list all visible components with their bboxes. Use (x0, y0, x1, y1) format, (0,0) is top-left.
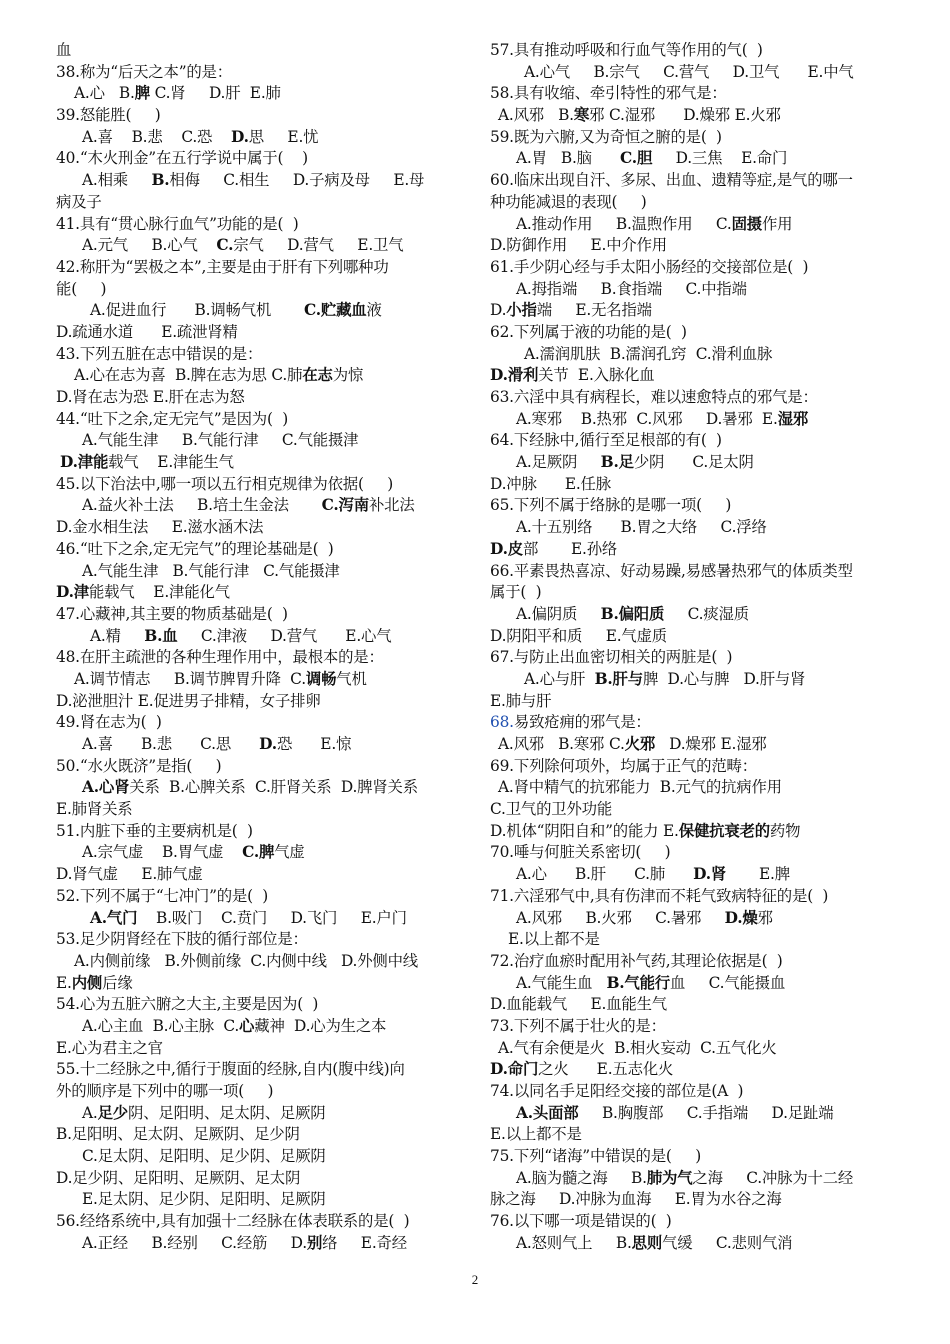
text-segment: A.足厥阴 (516, 453, 601, 472)
text-line (490, 495, 902, 517)
text-segment: D.三焦 E.命门 (652, 149, 788, 168)
text-segment: A.风邪 B.火邪 C.暑邪 (516, 908, 725, 927)
text-segment: 邪 (757, 908, 773, 927)
answer-highlight: B.气能行 (606, 973, 670, 992)
text-line (490, 951, 902, 973)
text-segment: 部 E.孙络 (522, 539, 618, 558)
text-segment: 60.临床出现自汗、多尿、出血、遗精等症,是气的哪一 (490, 171, 853, 190)
answer-highlight: 脾 (134, 84, 150, 103)
text-segment: 血 (56, 41, 72, 59)
text-segment: D.足少阴、足阳明、足厥阴、足太阴 (56, 1168, 301, 1187)
text-segment: A.气有余便是火 B.相火妄动 C.五气化火 (498, 1038, 777, 1057)
text-segment: A.调节情志 B.调节脾胃升降 C. (74, 669, 306, 688)
text-segment: 40.“木火刑金”在五行学说中属于( ) (56, 149, 308, 168)
text-line (490, 1038, 902, 1060)
left-column (56, 40, 468, 1255)
text-segment: A.精 (90, 626, 145, 645)
text-segment: D.机体“阴阳自和”的能力 E. (490, 821, 679, 840)
text-segment: A.濡润肌肤 B.濡润孔窍 C.滑利血脉 (524, 344, 773, 363)
text-line (490, 604, 902, 626)
text-segment: 48.在肝主疏泄的各种生理作用中，最根本的是： (56, 648, 384, 667)
text-line (56, 951, 468, 973)
text-segment: 50.“水火既济”是指( ) (56, 756, 222, 775)
answer-highlight: 湿邪 (777, 409, 809, 428)
text-line (490, 864, 902, 886)
text-segment: 作用 (761, 214, 793, 233)
answer-highlight: 寒 (573, 106, 590, 125)
text-segment: A.气能生血 (516, 973, 607, 992)
text-segment: 后缘 (102, 973, 133, 992)
text-line (490, 1124, 902, 1146)
text-line (490, 474, 902, 496)
text-line (56, 279, 468, 301)
text-line (490, 517, 902, 539)
answer-highlight: D. (259, 735, 277, 753)
text-segment: E.以上都不是 (508, 930, 600, 949)
text-segment: A.肾中精气的抗邪能力 B.元气的抗病作用 (498, 778, 782, 797)
text-segment: A.推动作用 B.温煦作用 C. (516, 214, 732, 233)
text-segment: E.足太阴、足少阴、足阳明、足厥阴 (82, 1190, 326, 1209)
text-line (490, 1211, 902, 1233)
text-segment: A.偏阴质 (516, 604, 601, 623)
text-segment: 49.肾在志为( ) (56, 713, 162, 732)
answer-highlight: A.心肾 (82, 778, 130, 797)
text-line (490, 1168, 902, 1190)
text-line (490, 1016, 902, 1038)
text-line (56, 192, 468, 214)
text-segment: 端 E.无名指端 (536, 301, 652, 320)
text-line (56, 409, 468, 431)
text-line (56, 148, 468, 170)
text-line (490, 127, 902, 149)
text-line (490, 170, 902, 192)
text-line (490, 908, 902, 930)
text-line (56, 756, 468, 778)
text-segment: A.风邪 B. (498, 106, 574, 125)
text-line (490, 257, 902, 279)
text-segment: 66.平素畏热喜凉、好动易躁,易感暑热邪气的体质类型 (490, 561, 853, 580)
text-segment: A.喜 B.悲 C.恐 (82, 127, 232, 146)
text-segment: 藏神 D.心为生之本 (254, 1016, 387, 1035)
text-line (490, 994, 902, 1016)
text-segment: 关系 B.心脾关系 C.肝肾关系 D.脾肾关系 (129, 778, 418, 797)
text-segment: A.促进血行 B.调畅气机 (90, 301, 304, 320)
text-segment: D. (490, 301, 507, 320)
text-segment: A.心主血 B.心主脉 C. (82, 1016, 240, 1035)
text-line (490, 539, 902, 561)
text-segment: 之火 E.五志化火 (538, 1060, 674, 1079)
answer-highlight: 内侧 (71, 973, 103, 992)
text-line (490, 561, 902, 583)
text-segment: 易致疮痈的邪气是： (513, 713, 651, 732)
text-line (490, 40, 902, 62)
text-segment: 52.下列不属于“七冲门”的是( ) (56, 886, 269, 905)
text-line (56, 105, 468, 127)
text-segment: A.内侧前缘 B.外侧前缘 C.内侧中线 D.外侧中线 (74, 951, 418, 970)
text-line (490, 712, 902, 734)
text-line (490, 214, 902, 236)
text-line (56, 430, 468, 452)
text-line (490, 235, 902, 257)
text-line (490, 452, 902, 474)
text-segment: 68. (490, 713, 514, 732)
text-segment: 43.下列五脏在志中错误的是： (56, 344, 263, 363)
text-line (56, 777, 468, 799)
answer-highlight: 小指 (506, 301, 537, 320)
text-line (56, 387, 468, 409)
text-segment: D.疏通水道 E.疏泄肾精 (56, 322, 238, 341)
answer-highlight: D.燥 (724, 908, 758, 927)
text-line (56, 1211, 468, 1233)
text-segment: 宗气 D.营气 E.卫气 (233, 236, 404, 255)
text-line (490, 626, 902, 648)
text-segment: D.冲脉 E.任脉 (490, 474, 611, 493)
text-segment: 58.具有收缩、牵引特性的邪气是： (490, 84, 727, 103)
answer-highlight: 别 (306, 1233, 323, 1252)
text-line (490, 821, 902, 843)
text-segment: A.寒邪 B.热邪 C.风邪 D.暑邪 E. (516, 409, 778, 428)
text-segment: E.以上都不是 (490, 1125, 582, 1144)
text-line (56, 582, 468, 604)
text-line (56, 214, 468, 236)
text-line (490, 279, 902, 301)
text-segment: 药物 (769, 821, 801, 840)
text-line (56, 799, 468, 821)
text-segment: 病及子 (56, 192, 102, 211)
text-segment: 44.“吐下之余,定无完气”是因为( ) (56, 409, 288, 428)
text-segment: 47.心藏神,其主要的物质基础是( ) (56, 604, 288, 623)
text-segment: B.胸腹部 C.手指端 D.足趾端 (578, 1103, 834, 1122)
text-line (56, 734, 468, 756)
text-line (56, 1059, 468, 1081)
text-segment: A.心与肝 (524, 669, 595, 688)
text-line (490, 777, 902, 799)
text-segment: A.脑为髓之海 B. (516, 1168, 647, 1187)
text-segment: A.正经 B.经别 C.经筋 D. (82, 1233, 307, 1252)
answer-highlight: B.偏阳质 (600, 604, 665, 623)
text-line (56, 647, 468, 669)
text-segment: A.心气 B.宗气 C.营气 D.卫气 E.中气 (524, 62, 854, 81)
text-line (56, 474, 468, 496)
text-segment: D.肾在志为恐 E.肝在志为怒 (56, 388, 245, 406)
text-segment: 65.下列不属于络脉的是哪一项( ) (490, 496, 732, 515)
answer-highlight: 保健抗衰老的 (678, 821, 770, 840)
text-segment: A.喜 B.悲 C.思 (82, 735, 260, 753)
text-segment: A.拇指端 B.食指端 C.中指端 (516, 279, 747, 298)
text-line (56, 257, 468, 279)
text-segment: E.肺与肝 (490, 691, 552, 710)
text-line (56, 561, 468, 583)
text-segment: 71.六淫邪气中,具有伤津而不耗气致病特征的是( ) (490, 886, 829, 905)
text-segment: A.胃 B.脑 (516, 149, 621, 168)
text-line (490, 62, 902, 84)
text-line (490, 83, 902, 105)
answer-highlight: D.命门 (490, 1060, 539, 1079)
text-line (490, 886, 902, 908)
text-segment: A.风邪 B.寒邪 C. (498, 735, 625, 753)
text-line (56, 908, 468, 930)
text-segment: 恐 E.惊 (276, 735, 352, 753)
answer-highlight: B.血 (144, 626, 178, 645)
text-segment: A.宗气虚 B.胃气虚 (82, 843, 243, 862)
text-segment: 补北法 (368, 496, 415, 515)
text-segment: 73.下列不属于壮火的是： (490, 1016, 666, 1035)
text-segment: 63.六淫中具有病程长，难以速愈特点的邪气是： (490, 388, 818, 406)
text-segment: 络 E.奇经 (322, 1233, 407, 1252)
text-segment: 42.称肝为“罢极之本”,主要是由于肝有下列哪种功 (56, 257, 389, 276)
text-segment: 64.下经脉中,循行至足根部的有( ) (490, 431, 722, 450)
text-segment: 少阴 C.足太阴 (633, 453, 754, 472)
answer-highlight: C.泻南 (321, 496, 369, 515)
answer-highlight: 思则 (631, 1233, 663, 1252)
right-column (490, 40, 902, 1255)
text-line (56, 864, 468, 886)
text-segment: 56.经络系统中,具有加强十二经脉在体表联系的是( ) (56, 1212, 410, 1231)
text-line (490, 929, 902, 951)
text-segment: B.吸门 C.贲门 D.飞门 E.户门 (137, 908, 407, 927)
answer-highlight: A.气门 (90, 908, 138, 927)
text-line (490, 756, 902, 778)
text-line (56, 322, 468, 344)
answer-highlight: C.胆 (620, 149, 653, 168)
text-line (490, 105, 902, 127)
text-segment: 相侮 C.相生 D.子病及母 E.母 (169, 171, 425, 190)
text-line (490, 669, 902, 691)
text-segment: 51.内脏下垂的主要病机是( ) (56, 821, 253, 840)
answer-highlight: A.头面部 (516, 1103, 579, 1122)
answer-highlight: D.滑利 (490, 366, 539, 385)
text-line (490, 148, 902, 170)
text-line (490, 1146, 902, 1168)
text-segment: D.燥邪 E.湿邪 (655, 735, 767, 753)
text-segment: 关节 E.入脉化血 (538, 366, 655, 385)
answer-highlight: D.肾 (693, 865, 727, 884)
text-line (490, 1233, 902, 1255)
text-line (56, 929, 468, 951)
text-line (56, 994, 468, 1016)
text-segment: 55.十二经脉之中,循行于腹面的经脉,自内(腹中线)向 (56, 1060, 405, 1079)
text-segment: 38.称为“后天之本”的是： (56, 62, 232, 81)
text-line (56, 1146, 468, 1168)
text-segment: 69.下列除何项外，均属于正气的范畴： (490, 756, 757, 775)
text-segment: 液 (366, 301, 382, 320)
answer-highlight: 调畅 (305, 669, 337, 688)
text-line (56, 1081, 468, 1103)
text-segment: A.心 B. (74, 84, 135, 103)
answer-highlight: B. (151, 171, 170, 190)
text-segment: 67.与防止出血密切相关的两脏是( ) (490, 648, 733, 667)
text-line (56, 344, 468, 366)
text-segment: 75.下列“诸海”中错误的是( ) (490, 1147, 701, 1166)
text-line (56, 1233, 468, 1255)
text-line (56, 626, 468, 648)
text-line (490, 365, 902, 387)
text-segment: E.心为君主之官 (56, 1038, 163, 1057)
answer-highlight: 肺为气 (646, 1168, 693, 1187)
text-segment: 54.心为五脏六腑之大主,主要是因为( ) (56, 995, 319, 1014)
text-segment: B.足阳明、足太阴、足厥阴、足少阴 (56, 1125, 300, 1144)
text-line (490, 1059, 902, 1081)
text-line (56, 365, 468, 387)
text-line (56, 235, 468, 257)
text-line (56, 691, 468, 713)
text-segment: 57.具有推动呼吸和行血气等作用的气( ) (490, 41, 763, 59)
text-segment: E.脾 (726, 865, 790, 884)
text-segment: E. (56, 973, 72, 992)
text-segment: 属于( ) (490, 583, 542, 602)
text-line (56, 604, 468, 626)
text-segment: 邪 C.湿邪 D.燥邪 E.火邪 (589, 106, 781, 125)
text-line (490, 409, 902, 431)
text-segment: 为惊 (332, 366, 364, 385)
text-segment: A.怒则气上 B. (516, 1233, 632, 1252)
text-segment: C.卫气的卫外功能 (490, 800, 613, 819)
text-line (56, 40, 468, 62)
text-segment: 39.怒能胜( ) (56, 106, 161, 125)
text-segment: 46.“吐下之余,定无完气”的理论基础是( ) (56, 539, 334, 558)
text-segment: 41.具有“贯心脉行血气”功能的是( ) (56, 214, 299, 233)
text-line (56, 170, 468, 192)
text-line (490, 430, 902, 452)
answer-highlight: C. (216, 236, 234, 255)
text-segment: E.肺肾关系 (56, 800, 133, 819)
text-segment: A.气能生津 B.气能行津 C.气能摄津 (82, 561, 340, 580)
text-line (490, 691, 902, 713)
answer-highlight: 固摄 (731, 214, 762, 233)
text-segment: A.益火补土法 B.培土生金法 (82, 496, 322, 515)
text-segment: D.泌泄胆汁 E.促进男子排精，女子排卵 (56, 691, 321, 710)
answer-highlight: B.足 (600, 453, 634, 472)
text-segment: C.津液 D.营气 E.心气 (177, 626, 392, 645)
text-line (56, 669, 468, 691)
text-segment: 气缓 C.悲则气消 (662, 1233, 793, 1252)
text-segment: C.足太阴、足阳明、足少阴、足厥阴 (82, 1147, 326, 1166)
text-segment: 70.唾与何脏关系密切( ) (490, 843, 671, 862)
text-line (56, 1189, 468, 1211)
text-segment: D.肾气虚 E.肺气虚 (56, 865, 203, 884)
answer-highlight: D.津能 (60, 453, 109, 472)
text-segment: D.阴阳平和质 E.气虚质 (490, 626, 667, 645)
text-line (56, 1038, 468, 1060)
text-segment: A.元气 B.心气 (82, 236, 217, 255)
text-segment: 59.既为六腑,又为奇恒之腑的是( ) (490, 127, 722, 146)
text-segment: 脾 D.心与脾 D.肝与肾 (642, 669, 806, 688)
text-segment: 61.手少阴心经与手太阳小肠经的交接部位是( ) (490, 257, 809, 276)
text-segment: 45.以下治法中,哪一项以五行相克规律为依据( ) (56, 474, 394, 493)
text-segment: 能( ) (56, 279, 107, 298)
text-segment: A.十五别络 B.胃之大络 C.浮络 (516, 518, 767, 537)
text-segment: D.防御作用 E.中介作用 (490, 236, 667, 255)
text-line (490, 582, 902, 604)
text-line (490, 1189, 902, 1211)
text-segment: D.血能载气 E.血能生气 (490, 995, 667, 1014)
text-segment: 气机 (336, 669, 367, 688)
text-line (490, 192, 902, 214)
answer-highlight: 在志 (302, 366, 333, 385)
answer-highlight: 火邪 (624, 735, 656, 753)
text-line (56, 821, 468, 843)
text-segment: 脉之海 D.冲脉为血海 E.胃为水谷之海 (490, 1190, 782, 1209)
answer-highlight: D. (231, 127, 249, 146)
text-segment: 气虚 (274, 843, 305, 862)
answer-highlight: B.肝与 (594, 669, 643, 688)
answer-highlight: 心 (239, 1016, 255, 1035)
text-line (56, 300, 468, 322)
text-segment: 血 C.气能摄血 (670, 973, 786, 992)
text-segment: A.相乘 (82, 171, 152, 190)
answer-highlight: C.脾 (242, 843, 275, 862)
answer-highlight: C.贮藏血 (303, 301, 367, 320)
text-line (56, 1124, 468, 1146)
text-segment: 外的顺序是下列中的哪一项( ) (56, 1082, 274, 1100)
text-line (490, 647, 902, 669)
text-line (490, 734, 902, 756)
text-line (490, 1103, 902, 1125)
text-segment: 53.足少阴肾经在下肢的循行部位是： (56, 930, 308, 949)
text-line (56, 452, 468, 474)
text-segment: A.心在志为喜 B.脾在志为思 C.肺 (74, 366, 303, 385)
text-segment: 种功能减退的表现( ) (490, 192, 647, 211)
text-line (490, 387, 902, 409)
text-segment: C.痰湿质 (664, 604, 749, 623)
text-segment: 阴、足阳明、足太阴、足厥阴 (128, 1103, 326, 1122)
text-segment: 思 E.忧 (248, 127, 319, 146)
text-line (56, 842, 468, 864)
text-line (56, 1016, 468, 1038)
text-line (490, 973, 902, 995)
text-line (490, 300, 902, 322)
text-line (56, 539, 468, 561)
text-line (490, 344, 902, 366)
text-line (56, 712, 468, 734)
text-line (490, 322, 902, 344)
text-segment: 74.以同名手足阳经交接的部位是(A ) (490, 1082, 744, 1100)
text-line (56, 83, 468, 105)
text-segment: A. (82, 1103, 98, 1122)
text-segment: 之海 C.冲脉为十二经 (692, 1168, 854, 1187)
text-segment: 载气 E.津能生气 (108, 453, 234, 472)
text-line (56, 127, 468, 149)
text-segment: 能载气 E.津能化气 (88, 583, 230, 602)
answer-highlight: 足少 (97, 1103, 128, 1122)
text-line (56, 517, 468, 539)
text-line (56, 886, 468, 908)
text-segment: 76.以下哪一项是错误的( ) (490, 1212, 672, 1231)
text-line (490, 1081, 902, 1103)
text-line (490, 799, 902, 821)
text-segment: C.肾 D.肝 E.肺 (149, 84, 281, 103)
text-line (56, 62, 468, 84)
text-line (56, 1103, 468, 1125)
text-segment: A.气能生津 B.气能行津 C.气能摄津 (82, 431, 359, 450)
text-segment: 62.下列属于液的功能的是( ) (490, 322, 687, 341)
answer-highlight: D.皮 (490, 539, 523, 558)
text-line (56, 973, 468, 995)
answer-highlight: D.津 (56, 583, 89, 602)
text-line (56, 1168, 468, 1190)
page-number: 2 (471, 1272, 479, 1287)
text-line (490, 842, 902, 864)
text-line (56, 495, 468, 517)
text-segment: D.金水相生法 E.滋水涵木法 (56, 518, 264, 537)
text-segment: 72.治疗血瘀时配用补气药,其理论依据是( ) (490, 951, 783, 970)
text-segment: A.心 B.肝 C.肺 (516, 865, 694, 884)
